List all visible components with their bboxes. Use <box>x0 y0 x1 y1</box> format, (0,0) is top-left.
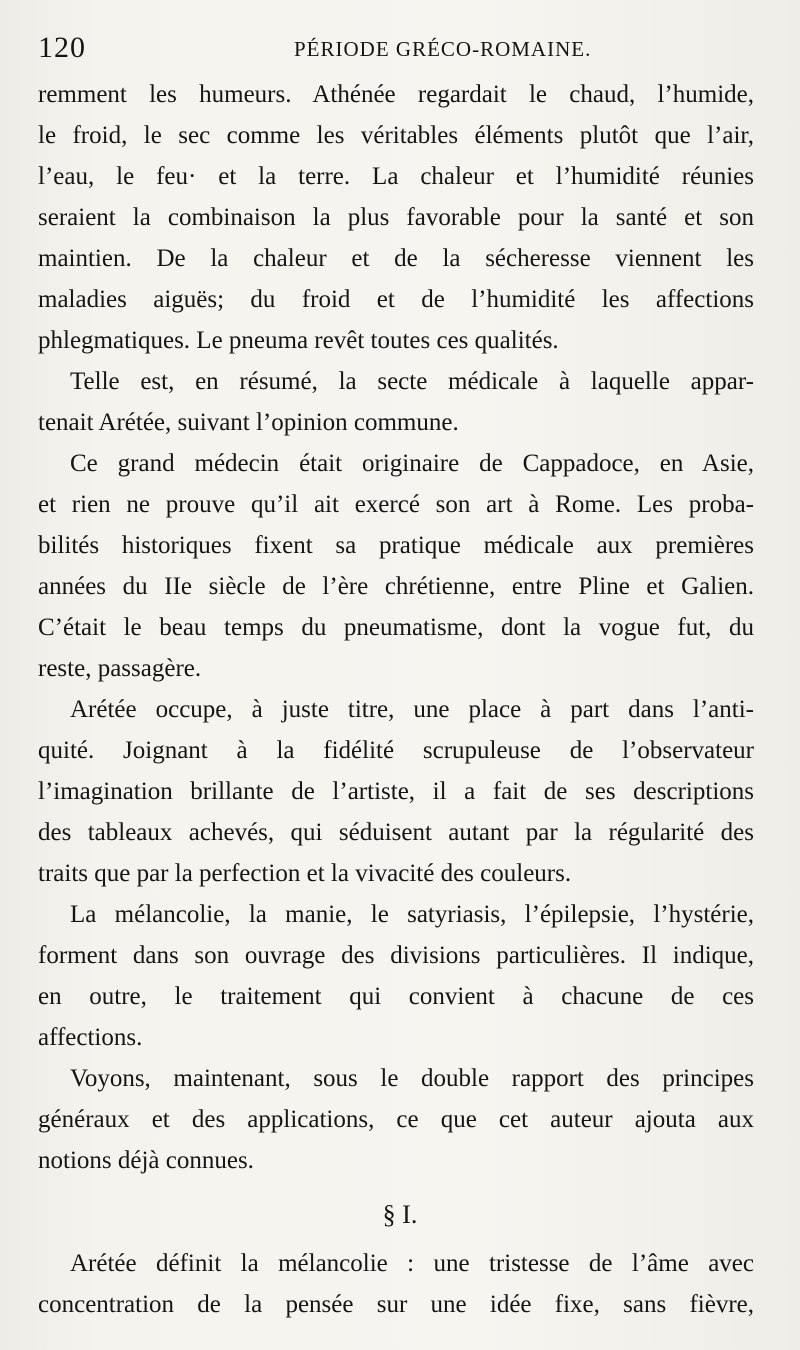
text-line: Arétée définit la mélancolie : une tristesse de l’âme avec <box>70 1250 754 1277</box>
text-line: forment dans son ouvrage des divisions particulières. Il indique, <box>38 942 754 969</box>
section-heading: § I. <box>382 1200 418 1229</box>
paragraph-6 <box>38 1058 754 1181</box>
page-number: 120 <box>38 31 86 64</box>
text-line: Voyons, maintenant, sous le double rapport des principes <box>70 1065 754 1092</box>
text-line: quité. Joignant à la fidélité scrupuleuse de l’observateur <box>38 737 754 764</box>
text-line: bilités historiques fixent sa pratique médicale aux premières <box>38 532 754 559</box>
text-line: et rien ne prouve qu’il ait exercé son art à Rome. Les proba- <box>38 491 754 518</box>
paragraph-3 <box>38 443 754 689</box>
text-line: remment les humeurs. Athénée regardait le chaud, l’humide, <box>38 81 754 108</box>
text-line: traits que par la perfection et la vivacité des couleurs. <box>38 860 572 887</box>
text-line: le froid, le sec comme les véritables éléments plutôt que l’air, <box>38 122 754 149</box>
text-line: Telle est, en résumé, la secte médicale à laquelle appar- <box>70 368 754 395</box>
paragraph-1 <box>38 74 754 361</box>
page-body <box>38 74 754 1325</box>
running-head: PÉRIODE GRÉCO-ROMAINE. <box>294 37 592 61</box>
text-line: années du IIe siècle de l’ère chrétienne, entre Pline et Galien. <box>38 573 754 600</box>
paragraph-2 <box>38 361 754 443</box>
text-line: reste, passagère. <box>38 655 202 682</box>
text-line: tenait Arétée, suivant l’opinion commune. <box>38 409 459 436</box>
paragraph-7 <box>38 1243 754 1325</box>
text-line: affections. <box>38 1024 143 1051</box>
text-line: seraient la combinaison la plus favorable pour la santé et son <box>38 204 754 231</box>
paragraph-4 <box>38 689 754 894</box>
text-line: concentration de la pensée sur une idée fixe, sans fièvre, <box>38 1291 754 1318</box>
text-line: C’était le beau temps du pneumatisme, dont la vogue fut, du <box>38 614 754 641</box>
text-line: maintien. De la chaleur et de la sécheresse viennent les <box>38 245 754 272</box>
text-line: généraux et des applications, ce que cet auteur ajouta aux <box>38 1106 754 1133</box>
page-header <box>38 30 758 70</box>
text-line: Ce grand médecin était originaire de Cappadoce, en Asie, <box>70 450 754 477</box>
text-line: notions déjà connues. <box>38 1147 254 1174</box>
text-line: phlegmatiques. Le pneuma revêt toutes ces qualités. <box>38 327 559 354</box>
text-line: La mélancolie, la manie, le satyriasis, l’épilepsie, l’hystérie, <box>70 901 754 928</box>
paragraph-5 <box>38 894 754 1058</box>
text-line: en outre, le traitement qui convient à chacune de ces <box>38 983 754 1010</box>
text-line: maladies aiguës; du froid et de l’humidité les affections <box>38 286 754 313</box>
text-line: l’eau, le feu· et la terre. La chaleur et l’humidité réunies <box>38 163 754 190</box>
text-line: Arétée occupe, à juste titre, une place à part dans l’anti- <box>70 696 754 723</box>
text-line: l’imagination brillante de l’artiste, il a fait de ses descriptions <box>38 778 754 805</box>
text-line: des tableaux achevés, qui séduisent autant par la régularité des <box>38 819 754 846</box>
